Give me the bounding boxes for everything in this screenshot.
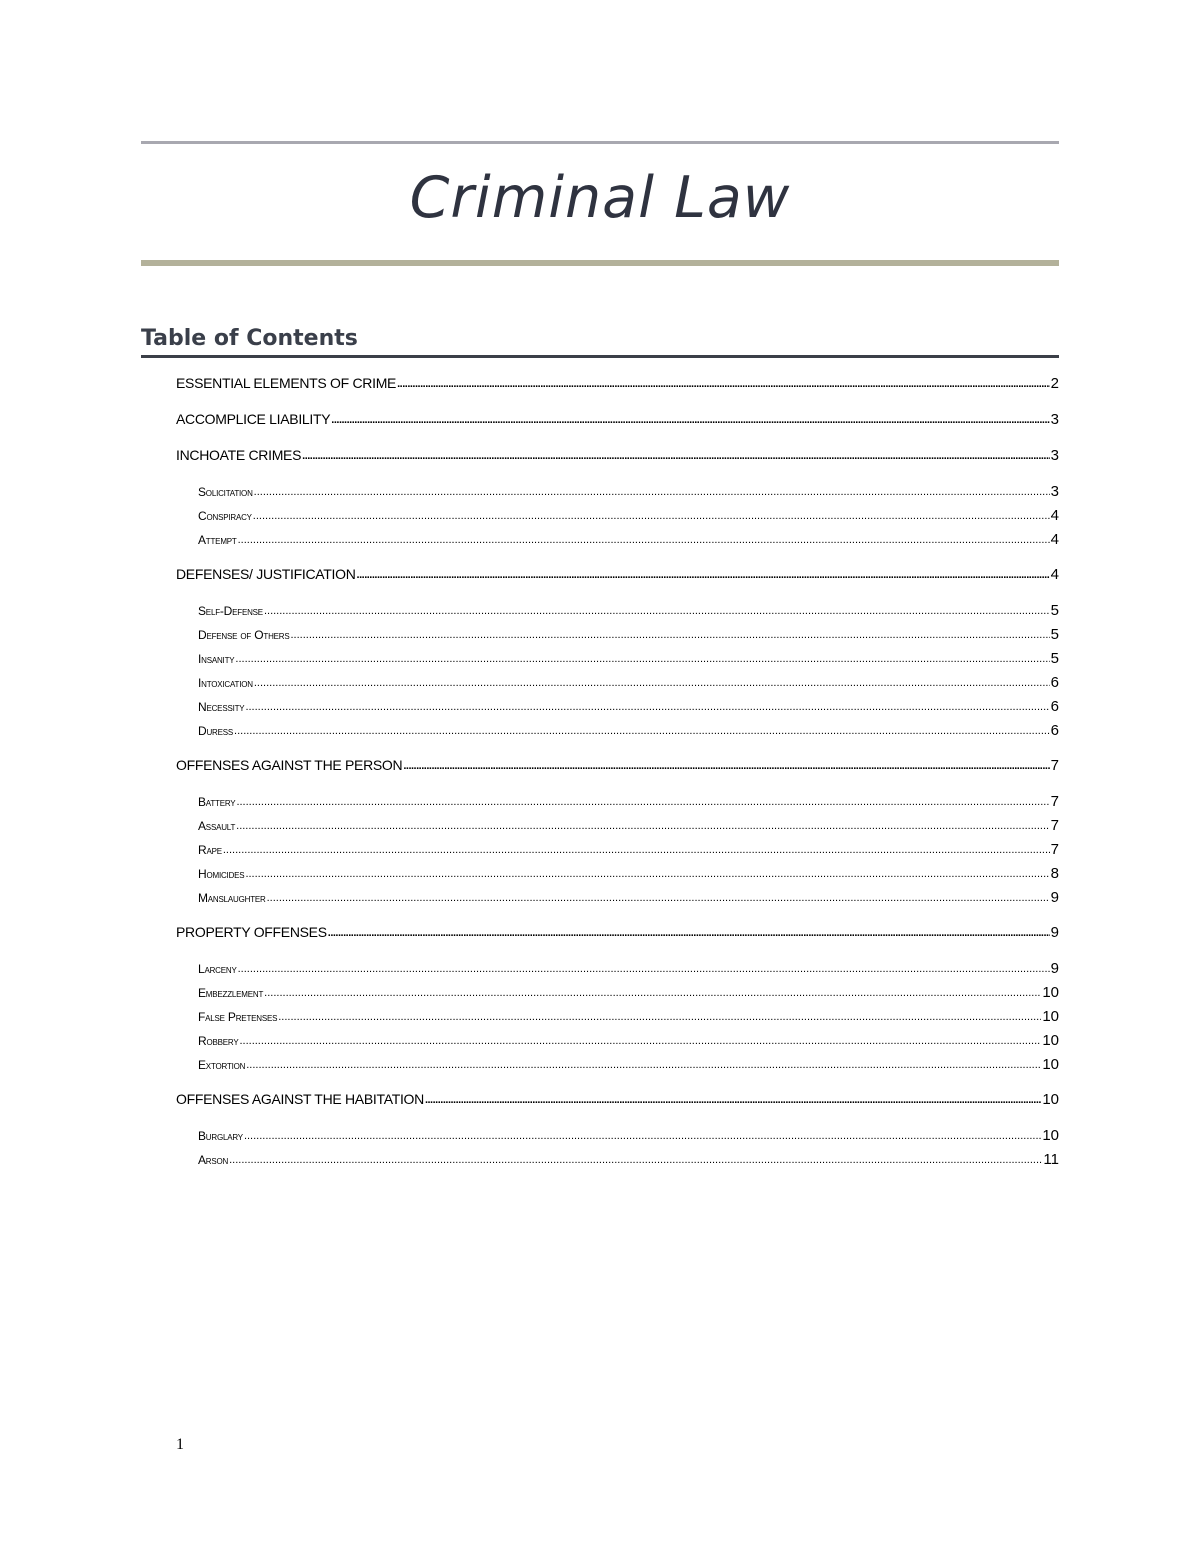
toc-entry-page: 3 <box>1050 483 1059 500</box>
toc-entry[interactable] <box>198 480 1059 500</box>
toc-entry-label: Robbery <box>198 1034 239 1048</box>
toc-entry-page: 8 <box>1050 865 1059 882</box>
toc-entry-page: 7 <box>1050 817 1059 834</box>
toc-entry-page: 7 <box>1050 841 1059 858</box>
toc-entry-page: 6 <box>1050 674 1059 691</box>
toc-heading: Table of Contents <box>141 326 358 351</box>
toc-entry-page: 6 <box>1050 722 1059 739</box>
toc-entry-label: Duress <box>198 724 234 738</box>
toc-dot-leader <box>302 444 1050 460</box>
toc-entry-label: Manslaughter <box>198 891 266 905</box>
toc-dot-leader <box>236 790 1049 806</box>
toc-dot-leader <box>403 754 1049 770</box>
toc-entry-page: 2 <box>1050 375 1059 392</box>
toc-dot-leader <box>425 1088 1041 1104</box>
toc-entry-page: 6 <box>1050 698 1059 715</box>
toc-entry[interactable] <box>198 862 1059 882</box>
toc-dot-leader <box>235 647 1049 663</box>
toc-dot-leader <box>238 528 1050 544</box>
toc-entry-page: 5 <box>1050 650 1059 667</box>
toc-entry-label: Self-Defense <box>198 604 263 618</box>
toc-entry[interactable] <box>176 754 1059 774</box>
toc-entry[interactable] <box>198 647 1059 667</box>
toc-entry[interactable] <box>176 563 1059 583</box>
toc-heading-rule <box>141 355 1059 358</box>
toc-entry[interactable] <box>176 444 1059 464</box>
toc-entry[interactable] <box>198 1005 1059 1025</box>
toc-entry-label: Assault <box>198 819 236 833</box>
toc-dot-leader <box>234 719 1050 735</box>
toc-entry-label: Insanity <box>198 652 235 666</box>
toc-entry[interactable] <box>198 1124 1059 1144</box>
toc-entry-label: Attempt <box>198 533 237 547</box>
toc-entry-label: Burglary <box>198 1129 243 1143</box>
toc-dot-leader <box>253 504 1050 520</box>
toc-entry[interactable] <box>176 372 1059 392</box>
toc-dot-leader <box>239 1029 1041 1045</box>
toc-entry-page: 10 <box>1042 1127 1059 1144</box>
toc-entry[interactable] <box>176 408 1059 428</box>
toc-entry-page: 10 <box>1042 1032 1059 1049</box>
toc-entry[interactable] <box>198 886 1059 906</box>
toc-entry[interactable] <box>198 504 1059 524</box>
toc-entry-page: 10 <box>1042 984 1059 1001</box>
toc-dot-leader <box>245 862 1049 878</box>
toc-entry-label: Homicides <box>198 867 245 881</box>
toc-entry[interactable] <box>198 671 1059 691</box>
toc-entry-page: 10 <box>1042 1008 1059 1025</box>
toc-entry-label: False Pretenses <box>198 1010 278 1024</box>
toc-dot-leader <box>244 1124 1041 1140</box>
toc-entry[interactable] <box>198 957 1059 977</box>
toc-entry-label: ACCOMPLICE LIABILITY <box>176 411 331 427</box>
toc-dot-leader <box>236 814 1050 830</box>
toc-entry-page: 7 <box>1050 793 1059 810</box>
toc-dot-leader <box>278 1005 1041 1021</box>
document-title: Criminal Law <box>409 165 791 231</box>
toc-dot-leader <box>291 623 1050 639</box>
title-top-rule <box>141 141 1059 144</box>
toc-entry[interactable] <box>198 981 1059 1001</box>
toc-entry-label: Defense of Others <box>198 628 290 642</box>
toc-entry-page: 11 <box>1043 1151 1059 1168</box>
toc-entry-label: INCHOATE CRIMES <box>176 447 302 463</box>
toc-entry[interactable] <box>198 1053 1059 1073</box>
toc-dot-leader <box>357 563 1050 579</box>
toc-entry[interactable] <box>198 814 1059 834</box>
toc-dot-leader <box>254 480 1050 496</box>
toc-entry[interactable] <box>198 790 1059 810</box>
toc-entry-label: Arson <box>198 1153 229 1167</box>
toc-entry-label: Battery <box>198 795 236 809</box>
toc-dot-leader <box>331 408 1049 424</box>
toc-entry-page: 4 <box>1050 531 1059 548</box>
toc-entry-page: 10 <box>1042 1091 1059 1108</box>
toc-entry-label: Extortion <box>198 1058 246 1072</box>
toc-dot-leader <box>254 671 1050 687</box>
toc-dot-leader <box>397 372 1050 388</box>
toc-entry[interactable] <box>198 838 1059 858</box>
toc-entry[interactable] <box>198 528 1059 548</box>
toc-entry-page: 10 <box>1042 1056 1059 1073</box>
toc-entry[interactable] <box>198 719 1059 739</box>
toc-entry-label: Intoxication <box>198 676 253 690</box>
toc-entry-label: ESSENTIAL ELEMENTS OF CRIME <box>176 375 397 391</box>
toc-dot-leader <box>246 1053 1041 1069</box>
toc-entry-label: Solicitation <box>198 485 253 499</box>
toc-entry-page: 9 <box>1050 889 1059 906</box>
toc-entry[interactable] <box>198 1148 1059 1168</box>
toc-entry-page: 5 <box>1050 626 1059 643</box>
toc-entry-label: Necessity <box>198 700 245 714</box>
toc-dot-leader <box>328 921 1050 937</box>
toc-entry-label: Rape <box>198 843 222 857</box>
toc-entry-label: Larceny <box>198 962 237 976</box>
toc-dot-leader <box>264 599 1050 615</box>
toc-dot-leader <box>223 838 1050 854</box>
toc-dot-leader <box>229 1148 1042 1164</box>
toc-dot-leader <box>245 695 1049 711</box>
toc-entry[interactable] <box>198 1029 1059 1049</box>
toc-entry-page: 3 <box>1050 447 1059 464</box>
toc-entry-page: 9 <box>1050 960 1059 977</box>
toc-entry-label: DEFENSES/ JUSTIFICATION <box>176 566 356 582</box>
toc-entry-page: 7 <box>1050 757 1059 774</box>
toc-dot-leader <box>267 886 1050 902</box>
title-bottom-rule <box>141 260 1059 266</box>
toc-entry-page: 3 <box>1050 411 1059 428</box>
page-number: 1 <box>176 1436 184 1453</box>
toc-dot-leader <box>238 957 1050 973</box>
toc-dot-leader <box>264 981 1041 997</box>
toc-entry[interactable] <box>198 599 1059 619</box>
toc-entry-label: Embezzlement <box>198 986 264 1000</box>
toc-entry[interactable] <box>176 1088 1059 1108</box>
toc-entry-label: OFFENSES AGAINST THE HABITATION <box>176 1091 424 1107</box>
toc-entry-page: 9 <box>1050 924 1059 941</box>
toc-entry-page: 5 <box>1050 602 1059 619</box>
toc-entry[interactable] <box>176 921 1059 941</box>
toc-entry-label: OFFENSES AGAINST THE PERSON <box>176 757 403 773</box>
toc-entry[interactable] <box>198 695 1059 715</box>
toc-entry-page: 4 <box>1050 566 1059 583</box>
toc-entry-page: 4 <box>1050 507 1059 524</box>
toc-entry-label: PROPERTY OFFENSES <box>176 924 327 940</box>
toc-entry-label: Conspiracy <box>198 509 252 523</box>
toc-entry[interactable] <box>198 623 1059 643</box>
